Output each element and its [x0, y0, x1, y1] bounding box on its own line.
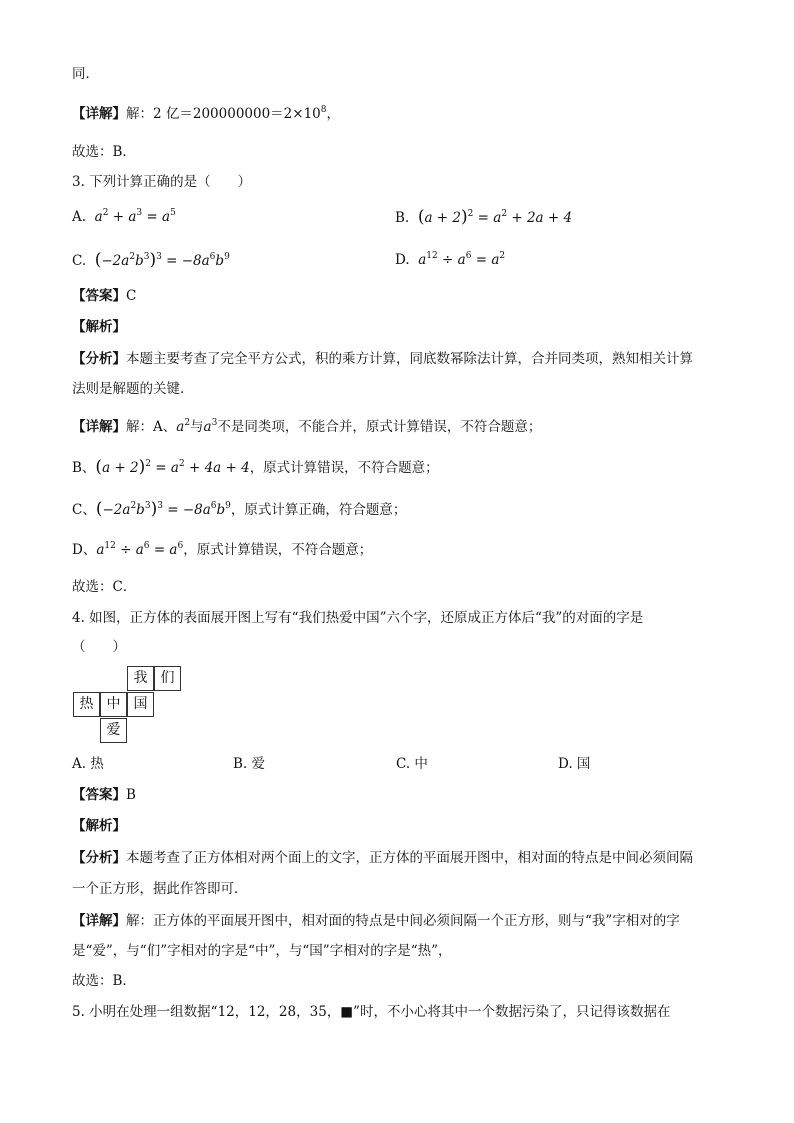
q4-fenxi: 【分析】本题考查了正方体相对两个面上的文字，正方体的平面展开图中，相对面的特点是中间必须间隔	[72, 850, 693, 866]
q3-analysis: 【解析】	[72, 319, 126, 335]
net-cell-men: 们	[154, 666, 181, 691]
q4-option-a: A. 热	[72, 756, 104, 772]
q4-stem: 4. 如图，正方体的表面展开图上写有“我们热爱中国”六个字，还原成正方体后“我”的对面的字是	[72, 610, 644, 626]
q3-detail-a: 【详解】解：A、$a^2$与$a^3$不是同类项，不能合并，原式计算错误，不符合题意；	[72, 418, 542, 435]
q3-option-b: B. $(a + 2)^2 = a^2 + 2a + 4$	[395, 207, 573, 227]
q3-answer: 【答案】C	[72, 288, 137, 304]
q3-option-d: D. $a^{12} \div a^6 = a^2$	[395, 251, 506, 268]
q3-fenxi-cont: 法则是解题的关键．	[72, 381, 194, 397]
net-cell-ai: 爱	[100, 718, 127, 743]
q4-fenxi-cont: 一个正方形，据此作答即可．	[72, 881, 248, 897]
q4-option-b: B. 爱	[233, 756, 266, 772]
q4-choose: 故选：B．	[72, 973, 136, 989]
q3-fenxi: 【分析】本题主要考查了完全平方公式，积的乘方计算，同底数幂除法计算，合并同类项，熟知相关计算	[72, 351, 693, 367]
q3-option-c: C. $(-2a^2b^3)^3 = -8a^6b^9$	[72, 250, 230, 270]
net-cell-guo: 国	[127, 692, 154, 717]
q5-stem: 5. 小明在处理一组数据“12，12，28，35，■”时，不小心将其中一个数据污染了，只记得该数据在	[72, 1004, 671, 1020]
q3-detail-d: D、$a^{12} \div a^6 = a^6$，原式计算错误，不符合题意；	[72, 541, 373, 558]
q4-analysis: 【解析】	[72, 818, 126, 834]
q4-detail-cont: 是“爱”，与“们”字相对的字是“中”，与“国”字相对的字是“热”，	[72, 943, 452, 959]
q3-detail-b: B、$(a + 2)^2 = a^2 + 4a + 4$，原式计算错误，不符合题意；	[72, 457, 439, 477]
q2-choose: 故选：B．	[72, 144, 136, 160]
q3-detail-c: C、$(-2a^2b^3)^3 = -8a^6b^9$，原式计算正确，符合题意；	[72, 499, 407, 519]
net-cell-wo: 我	[127, 666, 154, 691]
q2-detail: 【详解】解：2 亿$=200000000=2\times 10^8$，	[72, 105, 340, 122]
q4-answer: 【答案】B	[72, 787, 136, 803]
net-cell-re: 热	[73, 692, 100, 717]
text-line: 同．	[72, 66, 99, 82]
q4-stem-cont: （ ）	[72, 639, 126, 655]
q3-stem: 3. 下列计算正确的是（ ）	[72, 174, 252, 190]
q3-choose: 故选：C．	[72, 579, 137, 595]
q4-option-c: C. 中	[396, 756, 428, 772]
net-cell-zhong: 中	[100, 692, 127, 717]
q4-detail: 【详解】解：正方体的平面展开图中，相对面的特点是中间必须间隔一个正方形，则与“我”字相对的字	[72, 913, 680, 929]
q4-option-d: D. 国	[558, 756, 591, 772]
q3-option-a: A. $a^2 + a^3 = a^5$	[72, 208, 176, 225]
